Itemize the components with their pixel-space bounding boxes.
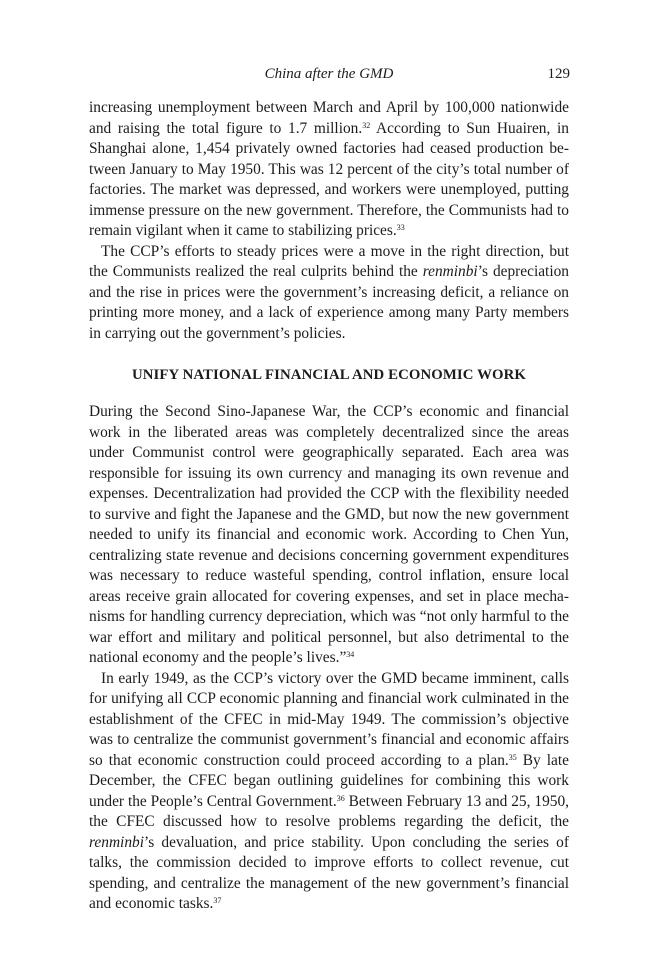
paragraph xyxy=(89,98,569,242)
italic-term: renminbi xyxy=(89,833,145,851)
paragraph xyxy=(89,402,569,669)
text-block-prices xyxy=(89,98,569,344)
text-block-unify-work xyxy=(89,402,569,915)
italic-term: renminbi xyxy=(422,263,478,280)
footnote-ref[interactable]: 35 xyxy=(508,752,517,762)
footnote-ref[interactable]: 33 xyxy=(396,223,405,232)
footnote-ref[interactable]: 36 xyxy=(336,793,345,803)
footnote-ref[interactable]: 32 xyxy=(362,120,371,130)
text-run: In early 1949, as the CCP’s victory over the GMD became imminent, calls for unifying all CCP economic planning and financial work culminated in the establishment of the CFEC in mid-May 1949. The commission’s objective was to centralize the communist government’s financial and economic affairs so that economic construction could proceed according to a plan. xyxy=(89,669,569,769)
page-number: 129 xyxy=(547,66,570,82)
text-run: According to Sun Huairen, in Shanghai alone, 1,454 privately owned factories had ceased production between January to May 1950. This was 12 percent of the city’s total number of factories. The market was depressed, and workers were unemployed, putting immense pressure on the new government. Therefore, the Communists had to remain vigilant when it came to stabilizing prices. xyxy=(89,119,569,239)
text-run: By late December, the CFEC began outlining guidelines for combining this work under the People’s Central Government. xyxy=(89,751,569,810)
running-title: China after the GMD xyxy=(264,66,394,82)
footnote-ref[interactable]: 34 xyxy=(346,650,355,659)
section-heading: UNIFY NATIONAL FINANCIAL AND ECONOMIC WORK xyxy=(131,367,527,383)
text-run: increasing unemployment between March and April by 100,000 nationwide and raising the total figure to 1.7 million. xyxy=(89,99,569,137)
paragraph xyxy=(89,669,569,915)
paragraph xyxy=(89,242,569,345)
text-run: During the Second Sino-Japanese War, the CCP’s economic and financial work in the liberated areas was completely decentralized since the areas under Communist control were geographically separated. Each area was responsible for issuing its own currency and managing its own revenue and expenses. Decentralization had provided the CCP with the flexibility needed to survive and fight the Japanese and the GMD, but now the new government needed to unify its financial and economic work. According to Chen Yun, centralizing state revenue and decisions concerning government expenditures was necessary to reduce wasteful spending, control inflation, ensure local areas receive grain allocated for covering expenses, and set in place mechanisms for handling currency depreciation, which was “not only harmful to the war effort and military and political personnel, but also detrimental to the national economy and the people’s lives.” xyxy=(89,403,569,666)
text-run: ’s depreciation and the rise in prices were the government’s increasing deficit, a reliance on printing more money, and a lack of experience among many Party members in carrying out the government’s policies. xyxy=(89,263,569,342)
footnote-ref[interactable]: 37 xyxy=(213,896,222,905)
text-run: ’s devaluation, and price stability. Upon concluding the series of talks, the commission decided to improve efforts to collect revenue, cut spending, and centralize the management of the new government’s financial and economic tasks. xyxy=(89,833,569,912)
text-run: The CCP’s efforts to steady prices were a move in the right direction, but the Communists realized the real culprits behind the xyxy=(89,242,569,280)
text-run: Between February 13 and 25, 1950, the CFEC discussed how to resolve problems regarding the deficit, the xyxy=(89,792,570,830)
running-head xyxy=(88,66,570,88)
